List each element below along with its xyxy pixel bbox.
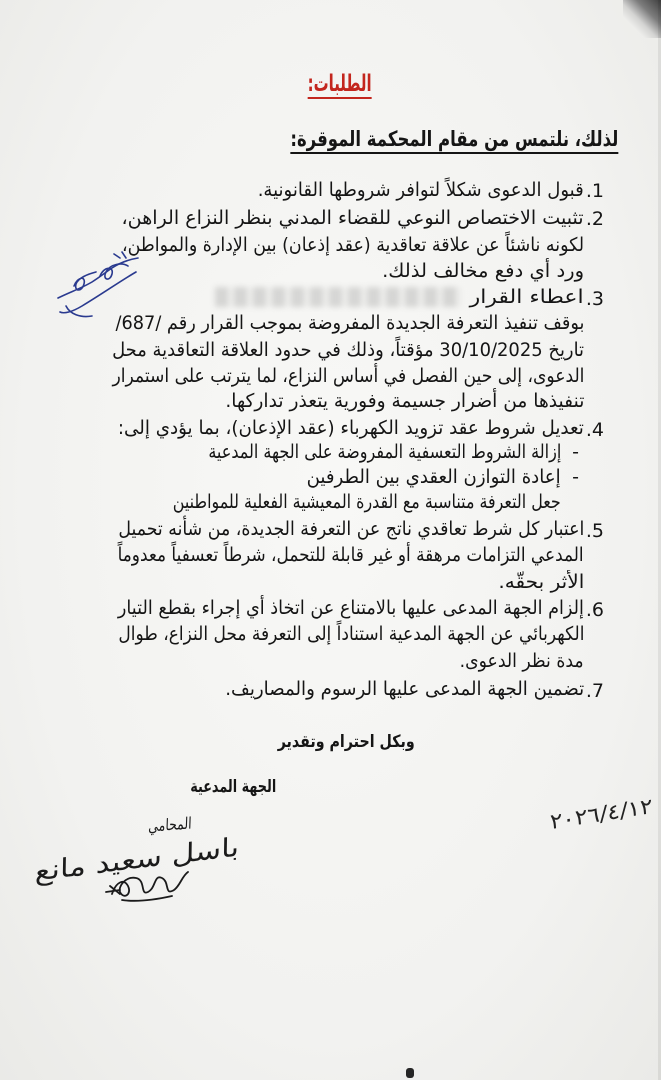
request-3-line-1	[470, 284, 584, 310]
paper-corner-shadow	[623, 0, 661, 38]
request-7-line-1-text: تضمين الجهة المدعى عليها الرسوم والمصاريف.	[225, 678, 584, 700]
request-3-line-3	[112, 337, 584, 363]
request-6-line-3	[460, 648, 584, 674]
intro-text: لذلك، نلتمس من مقام المحكمة الموقرة:	[290, 127, 618, 151]
request-number-6: 6.	[585, 599, 604, 621]
request-number-7: 7.	[585, 680, 604, 702]
request-number-4: 4.	[585, 419, 604, 441]
request-4-line-1	[118, 415, 584, 441]
request-6-line-1-text: إلزام الجهة المدعى عليها بالامتناع عن اتخاذ أي إجراء بقطع التيار	[118, 597, 584, 619]
request-2-line-1	[122, 205, 584, 231]
plaintiff-party	[190, 774, 276, 800]
request-5-line-3-text: الأثر بحقّه.	[498, 571, 584, 593]
request-2-line-2	[122, 232, 584, 258]
blurred-text	[215, 287, 462, 307]
request-number-1: 1.	[585, 180, 604, 202]
request-6-line-2	[118, 621, 584, 647]
request-6-line-3-text: مدة نظر الدعوى.	[460, 650, 584, 672]
signature-scribble	[102, 856, 192, 908]
request-2-line-3	[382, 258, 584, 284]
handwritten-date-text: ٢٠٢٦/٤/١٢	[549, 793, 653, 835]
request-number-5: 5.	[585, 520, 604, 542]
request-5-line-1-text: اعتبار كل شرط تعاقدي ناتج عن التعرفة الجديدة، من شأنه تحميل	[118, 518, 584, 540]
request-3-line-2-text: بوقف تنفيذ التعرفة الجديدة المفروضة بموجب القرار رقم /687/	[115, 312, 585, 334]
sub-item-3-text: جعل التعرفة متناسبة مع القدرة المعيشية الفعلية للمواطنين	[173, 491, 561, 513]
requests-heading	[308, 69, 372, 99]
request-6-line-1	[118, 595, 584, 621]
handwritten-lawyer-title-text: المحامي	[148, 813, 193, 836]
handwritten-date	[549, 793, 653, 835]
request-3-line-4-text: الدعوى، إلى حين الفصل في أساس النزاع، لما يترتب على استمرار	[112, 365, 584, 387]
request-5-line-1	[118, 516, 584, 542]
request-5-line-3	[498, 569, 584, 595]
request-1-line-1	[258, 177, 584, 203]
request-number-3: 3.	[585, 288, 604, 310]
handwritten-lawyer-name-text: باسل سعيد مانع	[34, 832, 240, 888]
sub-item-1-text: إزالة الشروط التعسفية المفروضة على الجهة المدعية	[208, 441, 561, 463]
scan-mark	[406, 1068, 414, 1078]
closing-text: وبكل احترام وتقدير	[278, 732, 415, 752]
request-3-line-4	[112, 363, 584, 389]
request-3-line-5-text: تنفيذها من أضرار جسيمة وفورية يتعذر تداركها.	[225, 390, 584, 412]
request-2-line-2-text: لكونه ناشئاً عن علاقة تعاقدية (عقد إذعان) بين الإدارة والمواطن،	[122, 234, 584, 256]
sub-item-2-text: إعادة التوازن العقدي بين الطرفين	[307, 466, 561, 488]
request-3-line-2	[115, 310, 584, 336]
request-7-line-1	[225, 676, 584, 702]
requests-heading-text: الطلبات:	[308, 71, 372, 97]
request-2-line-3-text: ورد أي دفع مخالف لذلك.	[382, 260, 584, 282]
sub-item-1	[208, 439, 561, 465]
request-1-line-1-text: قبول الدعوى شكلاً لتوافر شروطها القانونية.	[258, 179, 584, 201]
sub-item-bullet-1: -	[572, 441, 579, 463]
request-2-line-1-text: تثبيت الاختصاص النوعي للقضاء المدني بنظر النزاع الراهن،	[122, 207, 584, 229]
request-3-line-5	[225, 388, 584, 414]
request-5-line-2	[118, 542, 584, 568]
sub-item-2	[307, 464, 561, 490]
blue-signature-scribble	[52, 246, 144, 326]
request-number-2: 2.	[585, 208, 604, 230]
request-6-line-2-text: الكهربائي عن الجهة المدعية استناداً إلى التعرفة محل النزاع، طوال	[118, 623, 584, 645]
intro-line	[290, 125, 618, 153]
sub-item-3	[173, 489, 561, 515]
request-3-line-3-text: تاريخ 30/10/2025 مؤقتاً، وذلك في حدود العلاقة التعاقدية محل	[112, 339, 584, 361]
request-3-line-1-text: اعطاء القرار	[470, 286, 584, 308]
request-5-line-2-text: المدعي التزامات مرهقة أو غير قابلة للتحمل، شرطاً تعسفياً معدوماً	[118, 544, 584, 566]
sub-item-bullet-2: -	[572, 466, 579, 488]
closing-line	[278, 729, 415, 755]
request-4-line-1-text: تعديل شروط عقد تزويد الكهرباء (عقد الإذعان)، بما يؤدي إلى:	[118, 417, 584, 439]
plaintiff-party-text: الجهة المدعية	[190, 777, 276, 797]
